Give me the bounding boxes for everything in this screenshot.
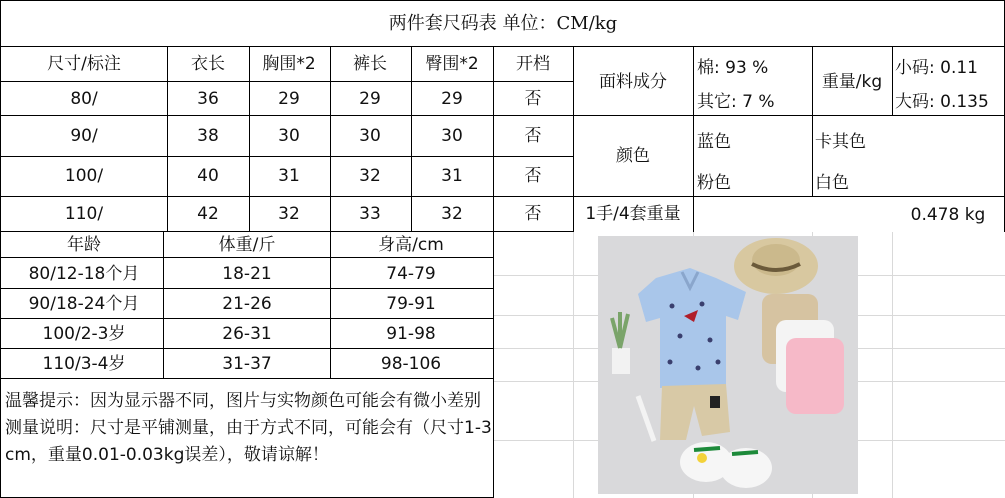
table-cell: 100/2-3岁 (42, 324, 126, 344)
cotton-content: 棉: 93 % (697, 58, 769, 78)
weight-label: 重量/kg (821, 72, 883, 92)
border (0, 288, 493, 289)
border (573, 46, 574, 232)
other-content: 其它: 7 % (697, 92, 775, 112)
color-option: 蓝色 (697, 132, 731, 152)
border (892, 46, 893, 116)
table-cell: 100/ (64, 166, 104, 186)
header-weight: 体重/斤 (218, 235, 276, 255)
table-cell: 90/ (70, 126, 98, 146)
table-cell: 38 (197, 126, 219, 146)
table-cell: 29 (441, 89, 463, 109)
page-title: 两件套尺码表 单位：CM/kg (388, 13, 618, 34)
header-length: 衣长 (191, 54, 225, 74)
header-open-crotch: 开档 (516, 54, 550, 74)
set-weight-label: 1手/4套重量 (585, 204, 681, 224)
table-cell: 21-26 (222, 294, 272, 314)
table-cell: 否 (524, 204, 542, 224)
color-option: 卡其色 (815, 132, 866, 152)
table-cell: 18-21 (222, 264, 272, 284)
table-cell: 31 (278, 166, 300, 186)
header-hip: 臀围*2 (425, 54, 479, 74)
table-cell: 91-98 (386, 324, 436, 344)
border (0, 257, 493, 258)
product-photo (598, 236, 858, 494)
table-cell: 32 (359, 166, 381, 186)
border (249, 46, 250, 232)
border (167, 46, 168, 232)
table-cell: 31 (441, 166, 463, 186)
border (493, 46, 494, 498)
header-chest: 胸围*2 (262, 54, 316, 74)
table-cell: 80/ (70, 89, 98, 109)
table-cell: 42 (197, 204, 219, 224)
table-cell: 31-37 (222, 354, 272, 374)
border (812, 46, 813, 197)
border (0, 348, 493, 349)
table-cell: 32 (278, 204, 300, 224)
border (0, 156, 573, 157)
table-cell: 74-79 (386, 264, 436, 284)
color-option: 白色 (815, 173, 849, 193)
border (0, 81, 573, 82)
gridline (892, 232, 893, 498)
border (0, 0, 1, 498)
header-size: 尺寸/标注 (47, 54, 121, 74)
color-label: 颜色 (616, 146, 650, 166)
table-cell: 26-31 (222, 324, 272, 344)
table-cell: 110/3-4岁 (42, 354, 126, 374)
table-cell: 30 (359, 126, 381, 146)
border (163, 231, 164, 379)
header-height: 身高/cm (378, 235, 444, 255)
header-pants-length: 裤长 (353, 54, 387, 74)
border (0, 46, 1005, 47)
table-cell: 33 (359, 204, 381, 224)
table-cell: 29 (278, 89, 300, 109)
table-cell: 否 (524, 126, 542, 146)
border (330, 46, 331, 232)
border (0, 231, 573, 232)
gridline (573, 232, 574, 498)
small-size-weight: 小码: 0.11 (895, 58, 978, 78)
header-age: 年龄 (67, 235, 101, 255)
border (0, 115, 1005, 116)
table-cell: 98-106 (380, 354, 442, 374)
table-cell: 29 (359, 89, 381, 109)
table-cell: 110/ (64, 204, 104, 224)
table-cell: 否 (524, 89, 542, 109)
border (0, 196, 1005, 197)
table-cell: 79-91 (386, 294, 436, 314)
table-cell: 32 (441, 204, 463, 224)
table-cell: 30 (278, 126, 300, 146)
border (0, 378, 493, 379)
table-cell: 90/18-24个月 (28, 294, 140, 314)
table-cell: 36 (197, 89, 219, 109)
set-weight-value: 0.478 kg (910, 205, 986, 225)
table-cell: 否 (524, 166, 542, 186)
measurement-note: 温馨提示：因为显示器不同，图片与实物颜色可能会有微小差别 测量说明：尺寸是平铺测量，由于方式不同，可能会有（尺寸1-3cm，重量0.01-0.03kg误差），敬请谅解！ (5, 391, 492, 465)
border (0, 318, 493, 319)
color-option: 粉色 (697, 173, 731, 193)
table-cell: 30 (441, 126, 463, 146)
table-cell: 80/12-18个月 (28, 264, 140, 284)
border (693, 46, 694, 232)
border (411, 46, 412, 232)
large-size-weight: 大码: 0.135 (895, 92, 989, 112)
table-cell: 40 (197, 166, 219, 186)
fabric-label: 面料成分 (599, 72, 667, 92)
border (0, 0, 1005, 1)
border (330, 231, 331, 379)
